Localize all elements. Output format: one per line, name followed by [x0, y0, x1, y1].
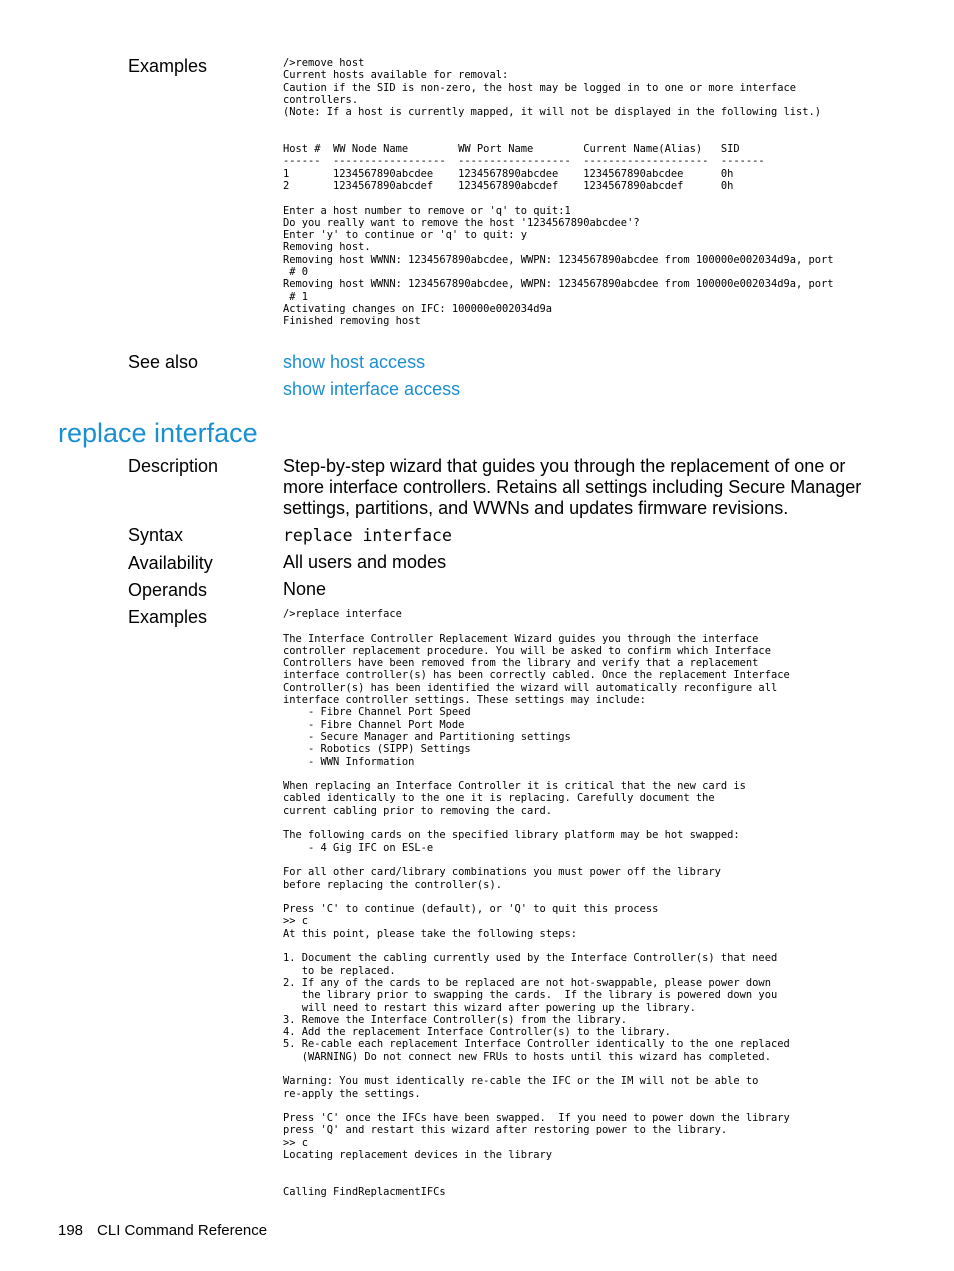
show-interface-access-link[interactable]: show interface access	[283, 379, 461, 399]
examples-label: Examples	[128, 56, 208, 76]
page-footer	[58, 1221, 267, 1241]
availability-text: All users and modes	[283, 552, 447, 572]
replace-interface-example-code: />replace interface The Interface Controller Replacement Wizard guides you through the interface controller replacement procedure. You will be asked to confirm which Interface Controllers have been removed from the library and verify that a replacement interface controller(s) has been correctly cabled. Once the replacement Interface Controller(s) has been identified the wizard will automatically reconfigure all interface controller settings. These settings may include: - Fibre Channel Port Speed - Fibre Channel Port Mode - Secure Manager and Partitioning settings - Robotics (SIPP) Settings - WWN Information When replacing an Interface Controller it is critical that the new card is cabled identically to the one it is replacing. Carefully document the current cabling prior to removing the card. The following cards on the specified library platform may be hot swapped: - 4 Gig IFC on ESL-e For all other card/library combinations you must power off the library before replacing the controller(s). Press 'C' to continue (default), or 'Q' to quit this process >> c At this point, please take the following steps: 1. Document the cabling currently used by the Interface Controller(s) that need to be replaced. 2. If any of the cards to be replaced are not hot-swappable, please power down the library prior to swapping the cards. If the library is powered down you will need to restart this wizard after powering up the library. 3. Remove the Interface Controller(s) from the library. 4. Add the replacement Interface Controller(s) to the library. 5. Re-cable each replacement Interface Controller identically to the one replaced (WARNING) Do not connect new FRUs to hosts until this wizard has completed. Warning: You must identically re-cable the IFC or the IM will not be able to re-apply the settings. Press 'C' once the IFCs have been swapped. If you need to power down the library press 'Q' and restart this wizard after restoring power to the library. >> c Locating replacement devices in the library Calling FindReplacmentIFCs	[283, 608, 790, 1198]
page-number: 198	[58, 1222, 84, 1239]
syntax-label: Syntax	[128, 525, 184, 545]
show-host-access-link[interactable]: show host access	[283, 352, 426, 372]
operands-text: None	[283, 579, 327, 599]
examples-label-replace: Examples	[128, 607, 208, 627]
section-title: replace interface	[58, 418, 258, 448]
remove-host-example-code: />remove host Current hosts available for removal: Caution if the SID is non-zero, the host may be logged in to one or more interface controllers. (Note: If a host is currently mapped, it will not be displayed in the following list.) Host # WW Node Name WW Port Name Current Name(Alias) SID ------ ------------------ ------------------ -------------------- ------- 1 1234567890abcdee 1234567890abcdee 1234567890abcdee 0h 2 1234567890abcdef 1234567890abcdef 1234567890abcdef 0h Enter a host number to remove or 'q' to quit:1 Do you really want to remove the host '1234567890abcdee'? Enter 'y' to continue or 'q' to quit: y Removing host. Removing host WWNN: 1234567890abcdee, WWPN: 1234567890abcdee from 100000e002034d9a, port # 0 Removing host WWNN: 1234567890abcdee, WWPN: 1234567890abcdee from 100000e002034d9a, port # 1 Activating changes on IFC: 100000e002034d9a Finished removing host	[283, 57, 834, 328]
see-also-label: See also	[128, 352, 199, 372]
description-text: Step-by-step wizard that guides you through the replacement of one or more interface controllers. Retains all settings including Secure Manager settings, partitions, and WWNs and updates firmware revisions.	[283, 456, 862, 518]
description-label: Description	[128, 456, 219, 476]
footer-title: CLI Command Reference	[97, 1222, 268, 1239]
availability-label: Availability	[128, 553, 213, 573]
syntax-text: replace interface	[283, 526, 452, 545]
operands-label: Operands	[128, 580, 208, 600]
